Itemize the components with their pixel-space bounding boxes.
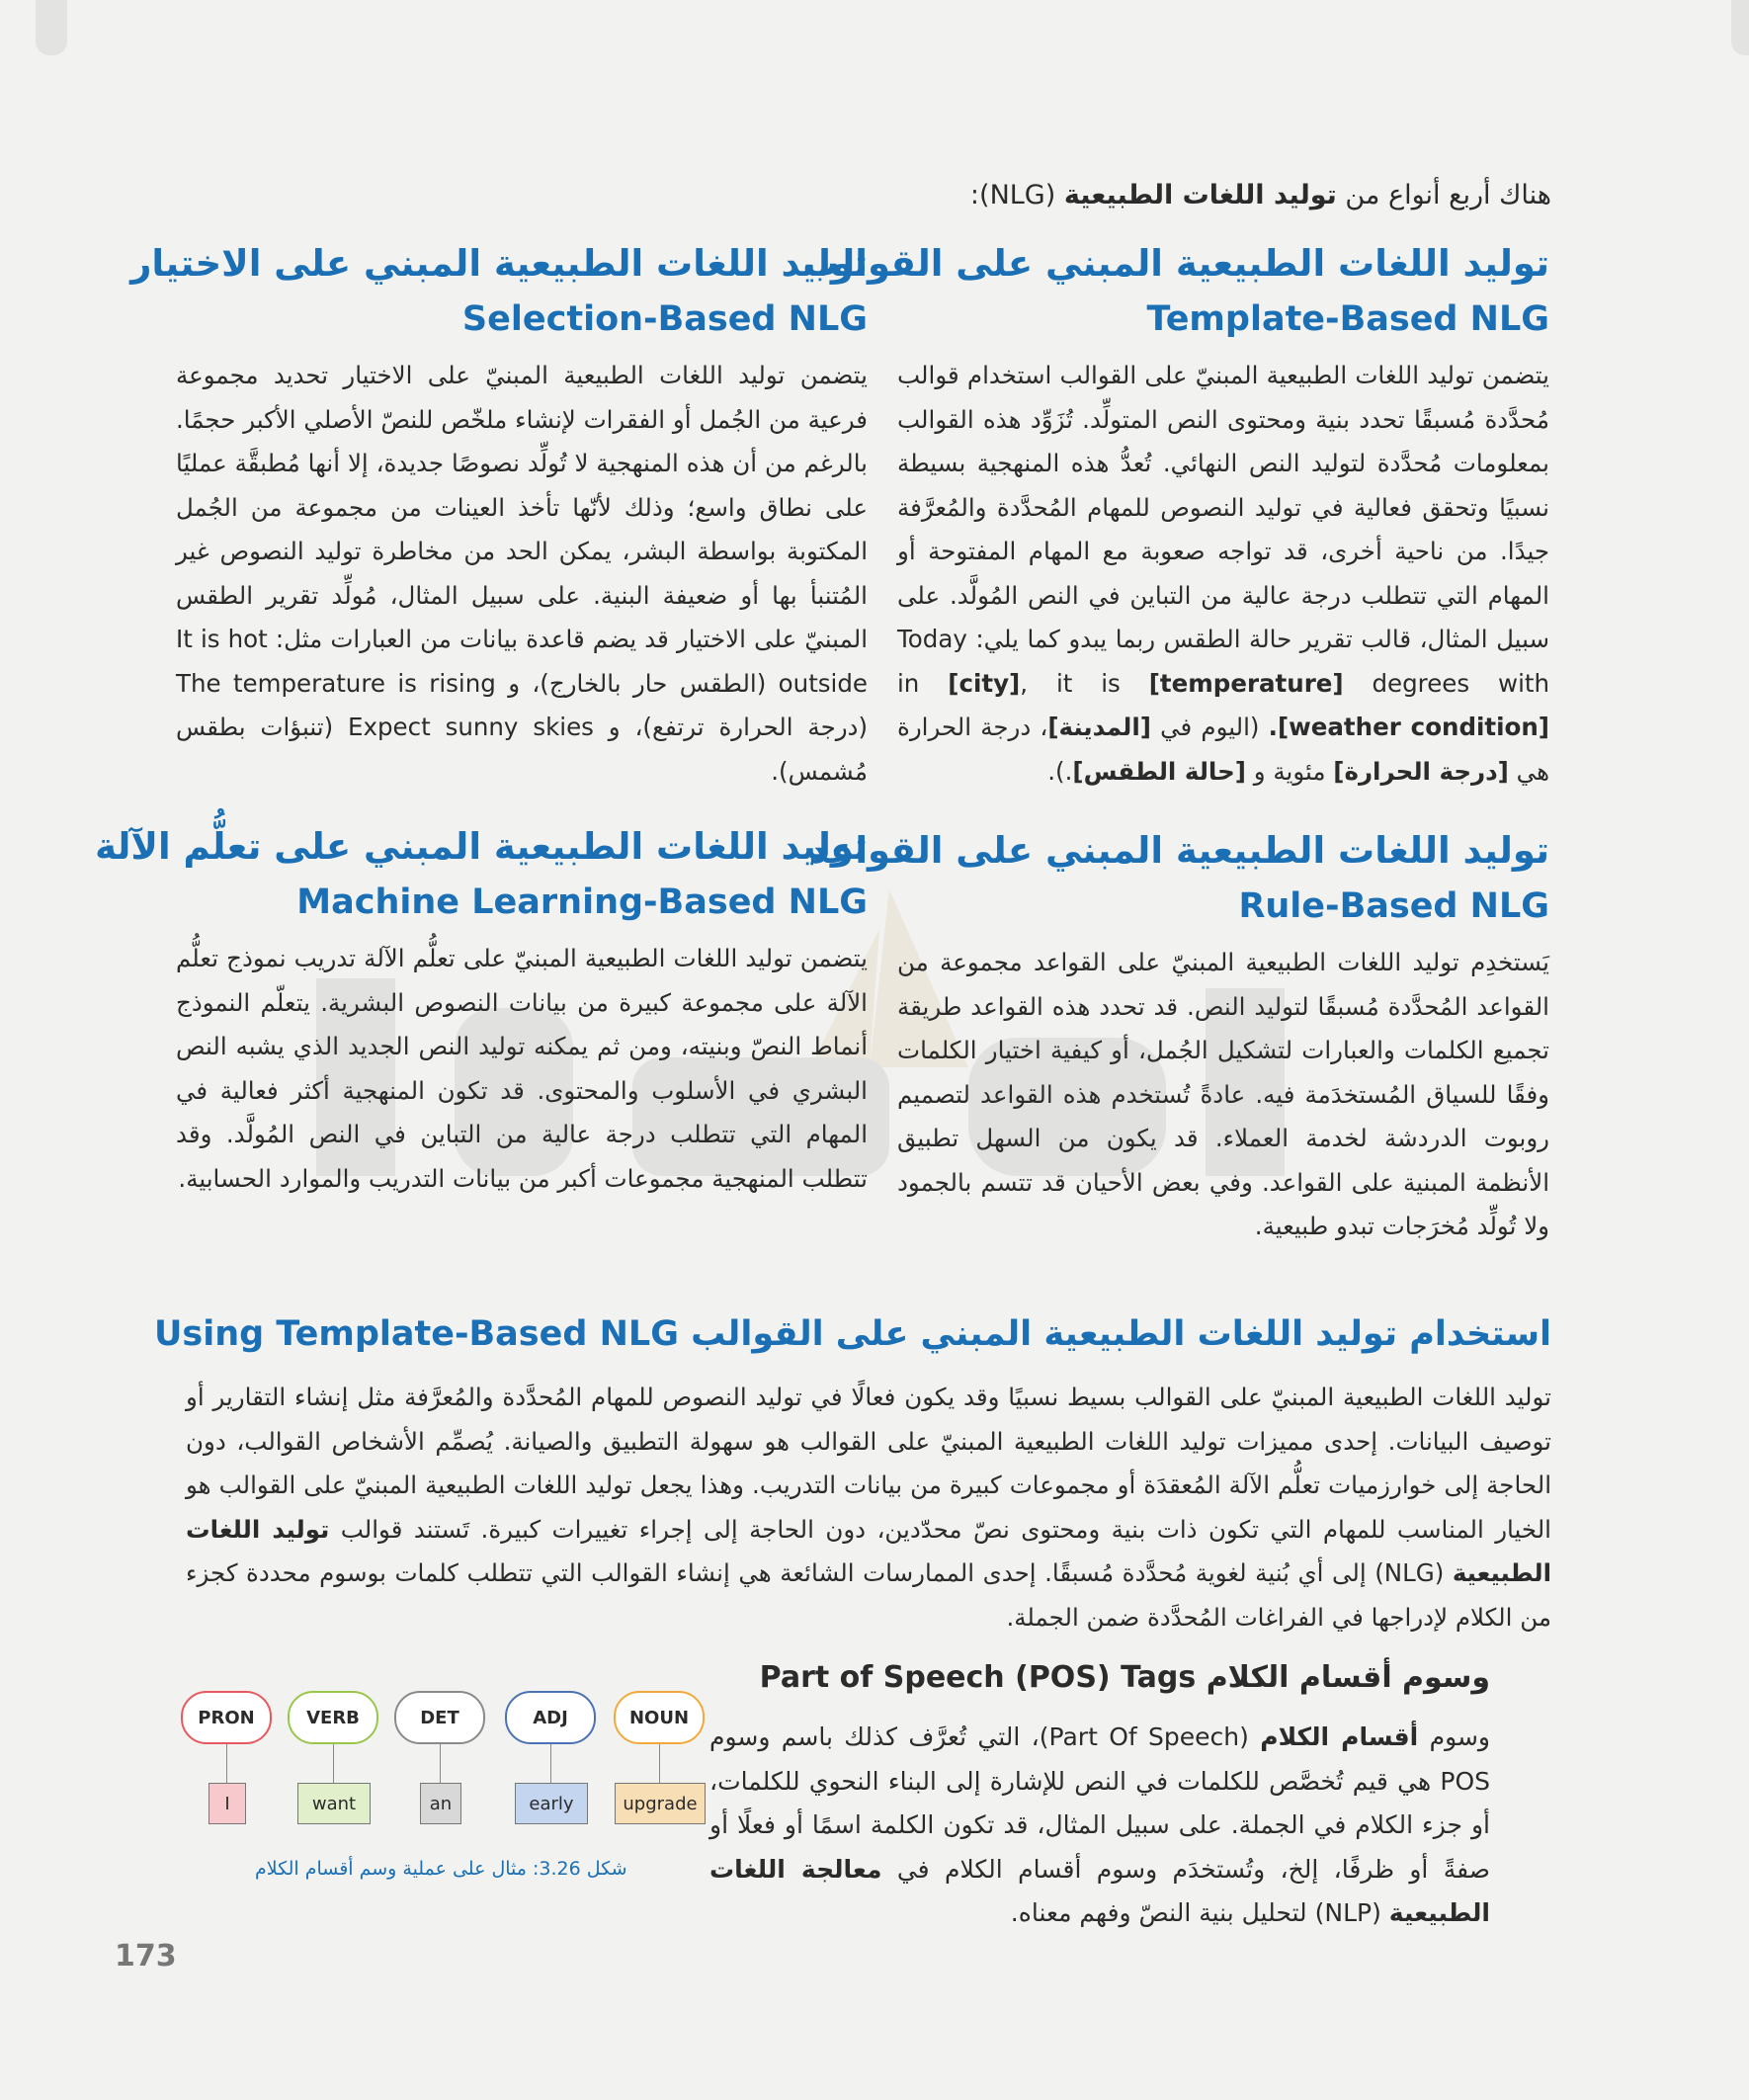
figure-caption: شكل 3.26: مثال على عملية وسم أقسام الكلام bbox=[255, 1858, 627, 1880]
word-early: early bbox=[515, 1783, 588, 1824]
selection-paragraph: يتضمن توليد اللغات الطبيعية المبنيّ على الاختيار تحديد مجموعة فرعية من الجُمل أو الفقرات لإنشاء ملخّص للنصّ الأصلي الأكبر حجمًا. بالرغم من أن هذه المنهجية لا تُولِّد نصوصًا جديدة، إلا أنها مُطبقَّة عمليًا على نطاق واسع؛ وذلك لأنّها تأخذ العينات من مجموعة من الجُمل المكتوبة بواسطة البشر، يمكن الحد من مخاطرة توليد النصوص غير المُتنبأ بها أو ضعيفة البنية. على سبيل المثال، مُولِّد تقرير الطقس المبنيّ على الاختيار قد يضم قاعدة بيانات من العبارات مثل: It is hot outside (الطقس حار بالخارج)، و The temperature is rising (درجة الحرارة ترتفع)، و Expect sunny skies (تنبؤات بطقس مُشمس). bbox=[176, 361, 869, 786]
rule-heading-en: Rule-Based NLG bbox=[1238, 886, 1549, 926]
selection-section bbox=[130, 235, 869, 794]
ml-paragraph: يتضمن توليد اللغات الطبيعية المبنيّ على تعلُّم الآلة تدريب نموذج تعلُّم الآلة على مجموعة كبيرة من بيانات النصوص البشرية. يتعلّم النموذج أنماط النصّ وبنيته، ومن ثم يمكنه توليد النص الجديد الذي يشبه النص البشري في الأسلوب والمحتوى. قد تكون المنهجية أكثر فعالية في المهام التي تتطلب درجة عالية من التباين في النص المُولَّد. وقد تتطلب المنهجية مجموعات أكبر من بيانات التدريب والموارد الحسابية. bbox=[176, 944, 868, 1193]
selection-heading-ar: توليد اللغات الطبيعية المبني على الاختيار bbox=[130, 242, 868, 285]
using-paragraph: توليد اللغات الطبيعية المبنيّ على القوالب بسيط نسبيًا وقد يكون فعالًا في توليد النصوص للمهام المُحدَّدة والمُعرَّفة مثل إنشاء التقارير أو توصيف البيانات. إحدى مميزات توليد اللغات الطبيعية المبنيّ على القوالب هو سهولة التطبيق والصيانة. يُصمِّم الأشخاص القوالب، دون الحاجة إلى خوارزميات تعلُّم الآلة المُعقدَة أو مجموعات كبيرة من بيانات التدريب. وهذا يجعل توليد اللغات الطبيعية المبنيّ على القوالب هو الخيار المناسب للمهام التي تكون ذات بنية ومحتوى نصّ محدّدين، دون الحاجة إلى إجراء تغييرات كبيرة. تَستند قوالب توليد اللغات الطبيعية (NLG) إلى أي بُنية لغوية مُحدَّدة مُسبقًا. إحدى الممارسات الشائعة هي إنشاء القوالب التي تتطلب كلمات بوسوم محددة كجزء من الكلام لإدراجها في الفراغات المُحدَّدة ضمن الجملة. bbox=[186, 1383, 1551, 1632]
tag-adj: ADJ bbox=[505, 1691, 596, 1744]
rule-section bbox=[808, 822, 1549, 1249]
using-heading: استخدام توليد اللغات الطبيعية المبني على القوالب Using Template-Based NLG bbox=[154, 1314, 1551, 1354]
word-upgrade: upgrade bbox=[615, 1783, 706, 1824]
rule-paragraph: يَستخدِم توليد اللغات الطبيعية المبنيّ على القواعد مجموعة من القواعد المُحدَّدة مُسبقًا لتوليد النص. قد تحدد هذه القواعد طريقة تجميع الكلمات والعبارات لتشكيل الجُمل، أو كيفية اختيار الكلمات وفقًا للسياق المُستخدَمة فيه. عادةً تُستخدم هذه القواعد لتصميم روبوت الدردشة لخدمة العملاء. قد يكون من السهل تطبيق الأنظمة المبنية على القواعد. وفي بعض الأحيان قد تتسم بالجمود ولا تُولِّد مُخرَجات تبدو طبيعية. bbox=[897, 948, 1549, 1240]
word-want: want bbox=[297, 1783, 371, 1824]
template-section bbox=[802, 235, 1550, 794]
connector-line bbox=[440, 1744, 441, 1783]
page-number: 173 bbox=[115, 1939, 177, 1974]
tag-noun: NOUN bbox=[614, 1691, 705, 1744]
pos-paragraph: وسوم أقسام الكلام (Part Of Speech)، التي تُعرَّف كذلك باسم وسوم POS هي قيم تُخصَّص للكلمات في النص للإشارة إلى البناء النحوي للكلمات، أو جزء الكلام في الجملة. على سبيل المثال، قد تكون الكلمة اسمًا أو فعلًا أو صفةً أو ظرفًا، إلخ، وتُستخدَم وسوم أقسام الكلام في معالجة اللغات الطبيعية (NLP) لتحليل بنية النصّ وفهم معناه. bbox=[709, 1722, 1491, 1927]
pos-diagram bbox=[180, 1691, 713, 1938]
intro-text: هناك أربع أنواع من توليد اللغات الطبيعية (NLG): bbox=[969, 180, 1551, 210]
word-an: an bbox=[420, 1783, 461, 1824]
template-heading-ar: توليد اللغات الطبيعية المبني على القوالب bbox=[802, 242, 1549, 285]
rule-heading-ar: توليد اللغات الطبيعية المبني على القواعد bbox=[808, 829, 1549, 872]
connector-line bbox=[333, 1744, 334, 1783]
connector-line bbox=[226, 1744, 227, 1783]
page-tab bbox=[1731, 0, 1749, 55]
template-heading-en: Template-Based NLG bbox=[1146, 299, 1549, 339]
word-i: I bbox=[208, 1783, 246, 1824]
page-tab bbox=[36, 0, 67, 55]
ml-heading-ar: توليد اللغات الطبيعية المبني على تعلُّم الآلة bbox=[95, 825, 868, 868]
ml-heading-en: Machine Learning-Based NLG bbox=[296, 882, 868, 922]
tag-pron: PRON bbox=[181, 1691, 272, 1744]
tag-det: DET bbox=[394, 1691, 485, 1744]
connector-line bbox=[659, 1744, 660, 1783]
connector-line bbox=[550, 1744, 551, 1783]
selection-heading-en: Selection-Based NLG bbox=[461, 299, 868, 339]
template-paragraph: يتضمن توليد اللغات الطبيعية المبنيّ على القوالب استخدام قوالب مُحدَّدة مُسبقًا تحدد بنية ومحتوى النص المتولِّد. تُزَوِّد هذه القوالب بمعلومات مُحدَّدة لتوليد النص النهائي. تُعدُّ هذه المنهجية بسيطة نسبيًا وتحقق فعالية في توليد النصوص للمهام المُحدَّدة والمُعرَّفة جيدًا. من ناحية أخرى، قد تواجه صعوبة مع المهام المفتوحة أو المهام التي تتطلب درجة عالية من التباين في النص المُولَّد. على سبيل المثال، قالب تقرير حالة الطقس ربما يبدو كما يلي: Today in [city], it is [temperature] degrees with [weather condition]. (اليوم في [المدينة]، درجة الحرارة هي [درجة الحرارة] مئوية و [حالة الطقس].). bbox=[897, 361, 1550, 786]
tag-verb: VERB bbox=[288, 1691, 378, 1744]
pos-heading: وسوم أقسام الكلام Part of Speech (POS) Tags bbox=[759, 1660, 1490, 1695]
ml-section bbox=[95, 818, 868, 1201]
